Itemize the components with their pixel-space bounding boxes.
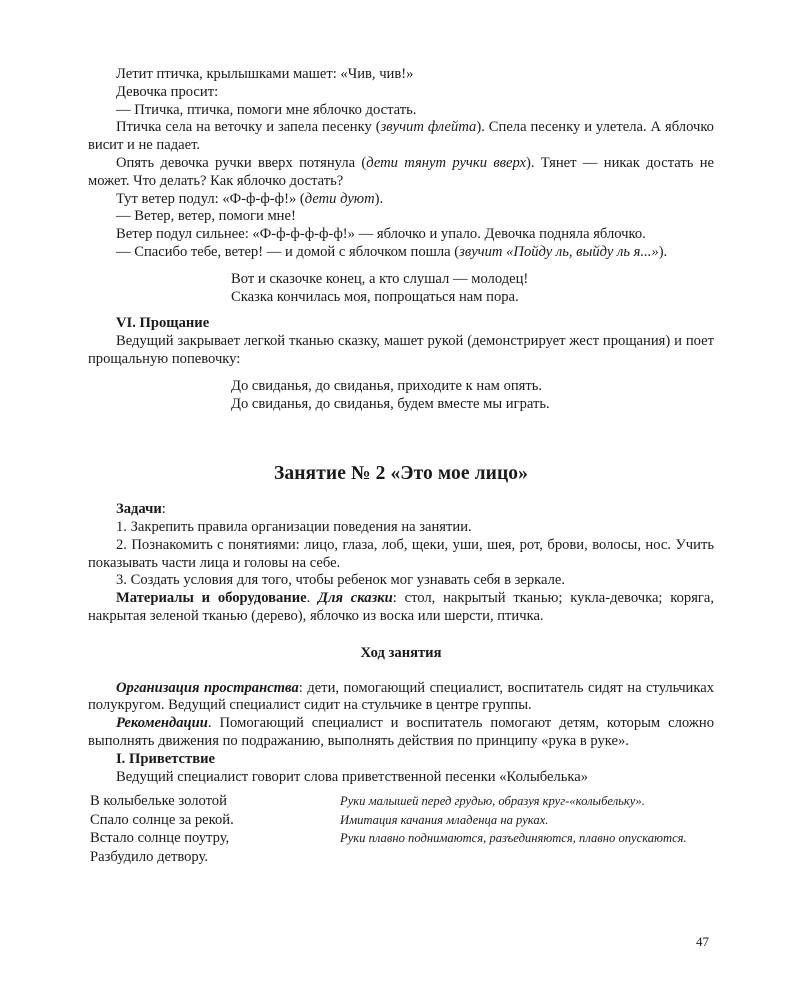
task-item: 3. Создать условия для того, чтобы ребенок мог узнавать себя в зеркале.: [116, 572, 566, 589]
story-line: [88, 119, 714, 155]
song-note: Руки малышей перед грудью, образуя круг-«колыбельку».: [340, 794, 645, 809]
course-heading: Ход занятия: [360, 644, 442, 661]
story-line: — Птичка, птичка, помоги мне яблочко достать.: [116, 101, 417, 118]
tasks-label: Задачи: [116, 501, 162, 518]
page-number: 47: [696, 934, 709, 949]
song-row: [88, 792, 714, 811]
verse-line: До свиданья, до свиданья, будем вместе мы играть.: [231, 395, 550, 412]
song-note: Имитация качания младенца на руках.: [340, 812, 549, 827]
story-text: ). Тянет — никак достать не может. Что делать? Как яблочко достать?: [88, 154, 714, 189]
stage-direction: звучит флейта: [380, 119, 477, 136]
verse-ending: [231, 271, 714, 307]
section-heading-greeting: I. Приветствие: [116, 750, 215, 767]
song-line: В колыбельке золотой: [90, 793, 227, 810]
stage-direction: дети дуют: [304, 190, 375, 207]
story-line: [88, 191, 714, 209]
materials-sublabel: Для сказки: [318, 590, 393, 607]
story-line: Летит птичка, крылышками машет: «Чив, чив!»: [116, 66, 414, 82]
tasks-heading: [88, 501, 714, 519]
song-line: Разбудило детвору.: [90, 849, 209, 866]
materials-paragraph: [88, 590, 714, 626]
section-heading-farewell: VI. Прощание: [116, 315, 210, 332]
recommendations-text: . Помогающий специалист и воспитатель помогают детям, которым сложно выполнять движения по подражанию, выполнять действия по принципу «рука в руке».: [88, 715, 714, 749]
stage-direction: звучит «Пойду ль, выйду ль я...»: [459, 243, 659, 260]
task-item: 1. Закрепить правила организации поведения на занятии.: [116, 518, 472, 535]
story-text: ). Спела песенку и улетела. А яблочко висит и не падает.: [88, 119, 714, 154]
farewell-text: Ведущий закрывает легкой тканью сказку, машет рукой (демонстрирует жест прощания) и поет прощальную попевочку:: [88, 333, 714, 367]
task-item: 2. Познакомить с понятиями: лицо, глаза, лоб, щеки, уши, шея, рот, брови, волосы, нос. Учить показывать части лица и головы на себе.: [88, 536, 714, 571]
story-line: Девочка просит:: [116, 83, 219, 100]
story-line: [88, 155, 714, 191]
story-text: ).: [374, 190, 384, 207]
materials-label: Материалы и оборудование: [116, 590, 307, 607]
page-content: [88, 66, 714, 867]
verse-line: До свиданья, до свиданья, приходите к нам опять.: [231, 377, 543, 394]
story-text: Опять девочка ручки вверх потянула (: [116, 154, 367, 171]
recommendations-label: Рекомендации: [116, 715, 208, 732]
organization-text: : дети, помогающий специалист, воспитатель сидят на стульчиках полукругом. Ведущий специалист сидит на стульчике в центре группы.: [88, 679, 714, 714]
materials-dot: .: [306, 590, 319, 607]
verse-farewell: [231, 378, 714, 414]
story-line: Ветер подул сильнее: «Ф-ф-ф-ф-ф-ф!» — яблочко и упало. Девочка подняла яблочко.: [116, 226, 646, 243]
stage-direction: дети тянут ручки вверх: [366, 154, 526, 171]
story-text: Птичка села на веточку и запела песенку (: [116, 119, 381, 136]
story-text: ).: [658, 243, 668, 260]
song-table: [88, 792, 714, 866]
story-line: — Ветер, ветер, помоги мне!: [116, 208, 296, 225]
greeting-text: Ведущий специалист говорит слова приветственной песенки «Колыбелька»: [116, 768, 589, 785]
song-note: Руки плавно поднимаются, разъединяются, плавно опускаются.: [340, 831, 687, 846]
verse-line: Вот и сказочке конец, а кто слушал — молодец!: [231, 270, 529, 287]
song-row: [88, 811, 714, 830]
song-line: Спало солнце за рекой.: [90, 811, 234, 828]
organization-paragraph: [88, 680, 714, 716]
tasks-colon: :: [161, 501, 166, 518]
organization-label: Организация пространства: [116, 679, 299, 696]
verse-line: Сказка кончилась моя, попрощаться нам пора.: [231, 288, 519, 305]
recommendations-paragraph: [88, 715, 714, 751]
lesson-title: Занятие № 2 «Это мое лицо»: [273, 463, 528, 485]
song-line: Встало солнце поутру,: [90, 830, 230, 847]
story-text: Тут ветер подул: «Ф-ф-ф-ф!» (: [116, 190, 305, 207]
story-line: [88, 244, 714, 262]
story-text: — Спасибо тебе, ветер! — и домой с яблочком пошла (: [116, 243, 460, 260]
materials-text: : стол, накрытый тканью; кукла-девочка; коряга, накрытая зеленой тканью (дерево), яблочко из воска или шерсти, птичка.: [88, 590, 715, 624]
song-row: [88, 829, 714, 848]
